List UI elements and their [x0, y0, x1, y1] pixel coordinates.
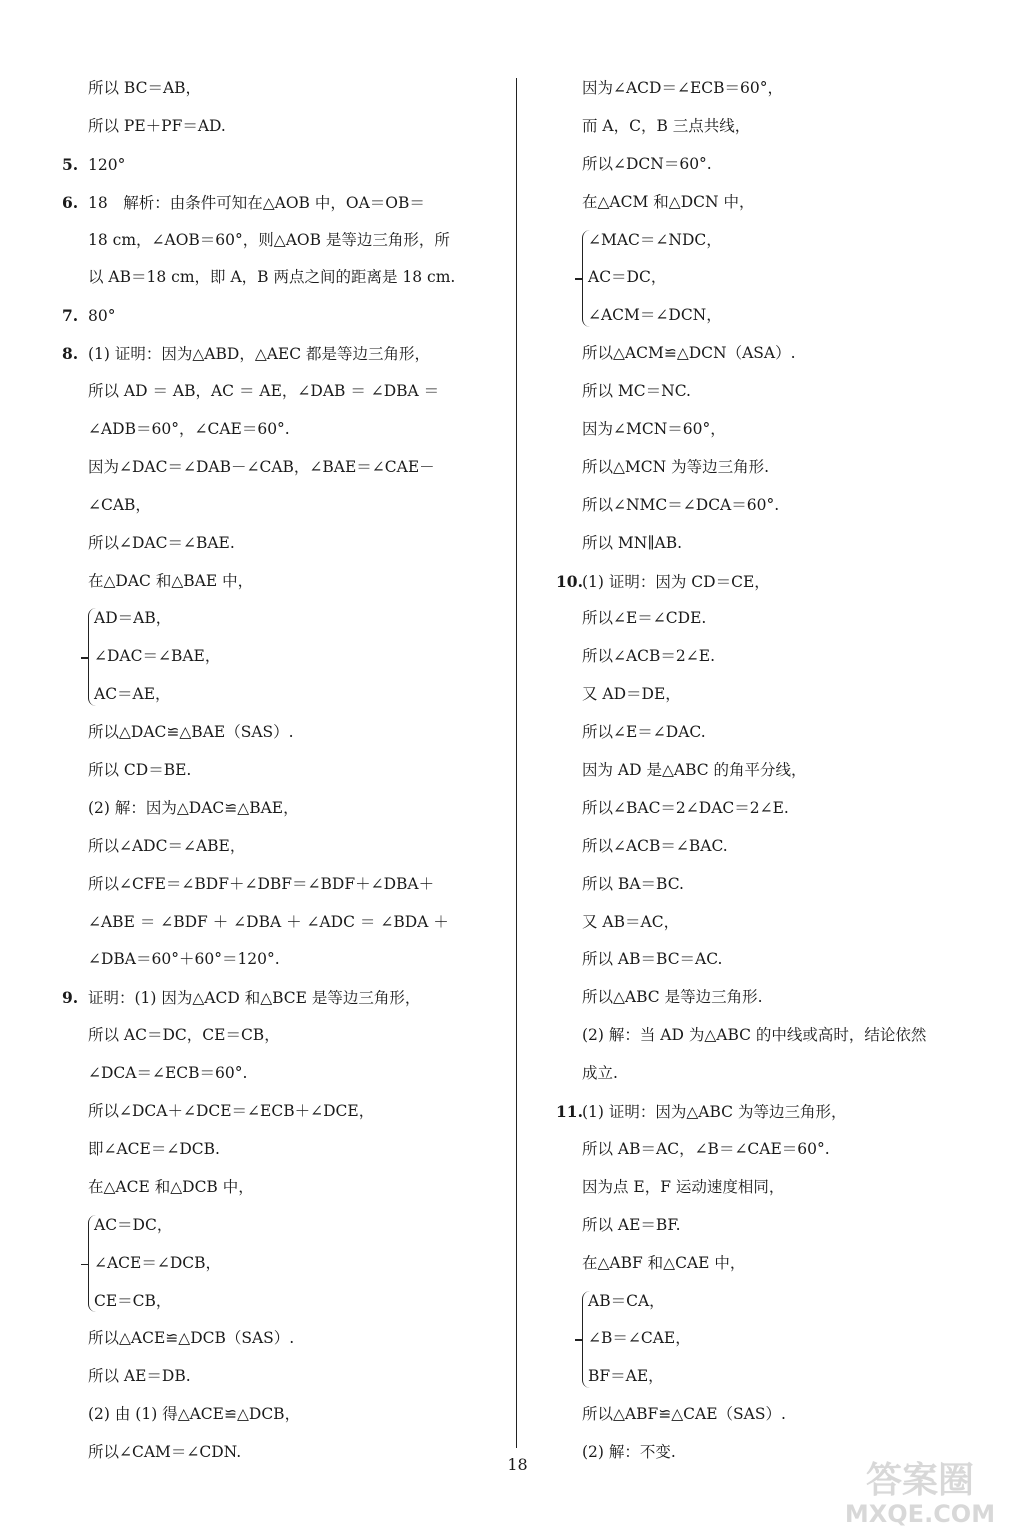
text-line: 所以 CD＝BE.: [88, 761, 192, 780]
text-line: 而 A，C，B 三点共线，: [582, 116, 751, 135]
text-line: 在△DAC 和△BAE 中，: [88, 571, 254, 590]
equation-system: [62, 1207, 492, 1321]
item-number: 10.: [556, 571, 583, 591]
left-brace: [88, 608, 97, 706]
left-column: [62, 70, 492, 1472]
equation-line: AD＝AB，: [94, 609, 172, 628]
text-line: 所以∠ADC＝∠ABE，: [88, 836, 246, 855]
text-line: ∠DCA＝∠ECB＝60°.: [88, 1064, 248, 1083]
text-line: 所以△ABC 是等边三角形.: [582, 988, 763, 1007]
text-line: 所以 MC＝NC.: [582, 382, 691, 401]
text-line: 成立.: [582, 1064, 618, 1083]
text-line: 所以 AB＝AC，∠B＝∠CAE＝60°.: [582, 1139, 830, 1158]
text-line: 即∠ACE＝∠DCB.: [88, 1139, 220, 1158]
text-line: 所以 AC＝DC，CE＝CB，: [88, 1026, 280, 1045]
item-number: 9.: [62, 988, 79, 1008]
answer-item: [62, 297, 492, 335]
answer-item: [62, 335, 492, 373]
equation-line: ∠ACM＝∠DCN，: [588, 306, 722, 325]
equation-line: ∠B＝∠CAE，: [588, 1329, 691, 1348]
text-line: 所以∠ACB＝∠BAC.: [582, 836, 728, 855]
answer-item: [556, 1093, 986, 1131]
item-number: 11.: [556, 1102, 583, 1122]
text-line: 所以∠E＝∠CDE.: [582, 609, 707, 628]
equation-line: AC＝AE，: [94, 685, 171, 704]
text-line: 在△ABF 和△CAE 中，: [582, 1253, 746, 1272]
text-line: ∠ADB＝60°，∠CAE＝60°.: [88, 420, 290, 439]
equation-line: BF＝AE，: [588, 1367, 664, 1386]
equation-system: [556, 222, 986, 336]
text-line: 所以∠BAC＝2∠DAC＝2∠E.: [582, 798, 789, 817]
answer-item: [62, 146, 492, 184]
item-number: 6.: [62, 192, 79, 212]
text-line: 所以∠ACB＝2∠E.: [582, 647, 716, 666]
text-line: 所以∠CAM＝∠CDN.: [88, 1443, 242, 1462]
text-line: 所以 PE＋PF＝AD.: [88, 116, 226, 135]
text-line: 因为点 E，F 运动速度相同，: [582, 1177, 785, 1196]
answer-item: [556, 563, 986, 601]
left-brace: [582, 1291, 591, 1389]
text-line: 在△ACM 和△DCN 中，: [582, 192, 755, 211]
text-line: 所以∠E＝∠DAC.: [582, 723, 706, 742]
item-text: (1) 证明：因为△ABC 为等边三角形，: [582, 1103, 847, 1122]
text-line: 所以 MN∥AB.: [582, 533, 683, 552]
text-line: 所以∠DCA＋∠DCE＝∠ECB＋∠DCE，: [88, 1102, 375, 1121]
equation-line: ∠ACE＝∠DCB，: [94, 1253, 222, 1272]
text-line: 所以 AB＝BC＝AC.: [582, 950, 723, 969]
page-number: 18: [507, 1455, 528, 1474]
equation-line: AC＝DC，: [588, 268, 667, 287]
text-line: 又 AD＝DE，: [582, 685, 681, 704]
text-line: 所以∠NMC＝∠DCA＝60°.: [582, 495, 780, 514]
right-column: [556, 70, 986, 1472]
item-number: 7.: [62, 306, 79, 326]
left-brace: [582, 230, 591, 328]
text-line: 所以∠CFE＝∠BDF＋∠DBF＝∠BDF＋∠DBA＋: [88, 874, 435, 893]
text-line: ∠ABE ＝ ∠BDF ＋ ∠DBA ＋ ∠ADC ＝ ∠BDA ＋: [88, 912, 449, 931]
equation-line: ∠MAC＝∠NDC，: [588, 230, 722, 249]
watermark-bottom: MXQE.COM: [844, 1500, 996, 1528]
item-text: (1) 证明：因为 CD＝CE，: [582, 572, 770, 591]
text-line: 因为 AD 是△ABC 的角平分线，: [582, 761, 807, 780]
text-line: 因为∠DAC＝∠DAB－∠CAB，∠BAE＝∠CAE－: [88, 457, 435, 476]
equation-line: CE＝CB，: [94, 1291, 172, 1310]
item-number: 5.: [62, 154, 79, 174]
text-line: 所以 BA＝BC.: [582, 874, 684, 893]
item-text: (1) 证明：因为△ABD，△AEC 都是等边三角形，: [88, 345, 431, 364]
equation-line: AB＝CA，: [588, 1291, 665, 1310]
left-brace: [88, 1215, 97, 1313]
text-line: 所以 AE＝BF.: [582, 1215, 681, 1234]
item-text: 证明：(1) 因为△ACD 和△BCE 是等边三角形，: [88, 989, 421, 1008]
item-text: 18 解析：由条件可知在△AOB 中，OA＝OB＝: [88, 193, 425, 212]
text-line: 18 cm，∠AOB＝60°，则△AOB 是等边三角形，所: [88, 230, 450, 249]
text-line: 所以△ABF≌△CAE（SAS）.: [582, 1405, 786, 1424]
text-line: (2) 由 (1) 得△ACE≌△DCB，: [88, 1405, 301, 1424]
item-text: 120°: [88, 155, 126, 174]
text-line: 因为∠ACD＝∠ECB＝60°，: [582, 79, 783, 97]
text-line: 因为∠MCN＝60°，: [582, 420, 726, 439]
equation-line: ∠DAC＝∠BAE，: [94, 647, 221, 666]
answer-item: [62, 979, 492, 1017]
text-line: 以 AB＝18 cm，即 A，B 两点之间的距离是 18 cm.: [88, 268, 456, 287]
text-line: 所以 AD ＝ AB，AC ＝ AE，∠DAB ＝ ∠DBA ＝: [88, 382, 440, 401]
text-line: (2) 解：当 AD 为△ABC 的中线或高时，结论依然: [582, 1026, 927, 1045]
equation-system: [62, 600, 492, 714]
text-line: (2) 解：因为△DAC≌△BAE，: [88, 798, 299, 817]
text-line: 所以 AE＝DB.: [88, 1367, 191, 1386]
text-line: (2) 解：不变.: [582, 1443, 676, 1462]
text-line: 所以△MCN 为等边三角形.: [582, 457, 770, 476]
equation-line: AC＝DC，: [94, 1215, 173, 1234]
text-line: 所以△ACE≌△DCB（SAS）.: [88, 1329, 295, 1348]
text-line: 所以∠DAC＝∠BAE.: [88, 533, 235, 552]
item-number: 8.: [62, 344, 79, 364]
item-text: 80°: [88, 307, 116, 326]
equation-system: [556, 1283, 986, 1397]
text-line: 所以 BC＝AB，: [88, 79, 202, 97]
answer-item: [62, 184, 492, 222]
text-line: 所以△ACM≌△DCN（ASA）.: [582, 344, 796, 363]
text-line: 所以∠DCN＝60°.: [582, 154, 712, 173]
text-line: 又 AB＝AC，: [582, 912, 680, 931]
watermark-top: 答案圈: [865, 1460, 975, 1501]
text-line: ∠CAB，: [88, 495, 151, 514]
column-divider: [516, 78, 517, 1448]
text-line: 所以△DAC≌△BAE（SAS）.: [88, 723, 294, 742]
watermark-logo: [825, 1450, 1015, 1530]
text-line: 在△ACE 和△DCB 中，: [88, 1177, 254, 1196]
text-line: ∠DBA＝60°＋60°＝120°.: [88, 950, 280, 969]
